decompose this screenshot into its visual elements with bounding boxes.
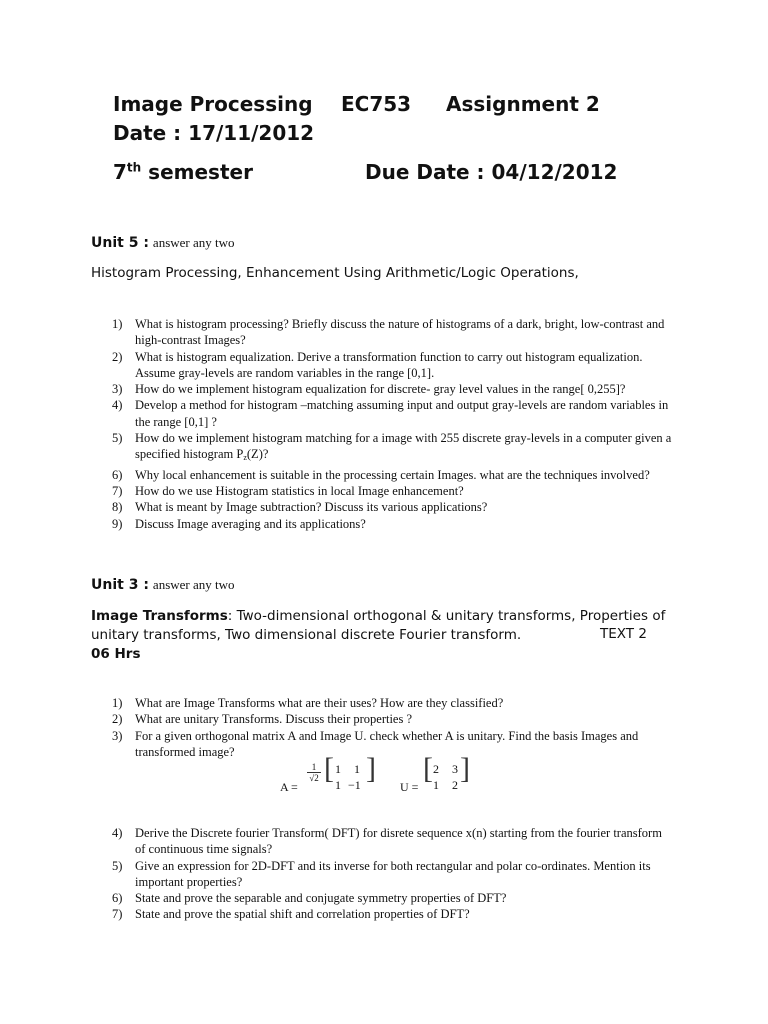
semester-word: semester	[148, 160, 253, 184]
unit5-question-list	[112, 316, 672, 532]
question-text: How do we implement histogram matching for a image with 255 discrete gray-levels in a computer given a specified histogram P	[135, 431, 672, 462]
course-code: EC753	[341, 92, 412, 116]
matrix-u	[400, 752, 480, 796]
question-number: 2)	[112, 349, 123, 364]
list-item	[112, 890, 672, 906]
question-number: 7)	[112, 907, 123, 922]
question-number: 3)	[112, 382, 123, 397]
matrix-a-cell: 1	[354, 762, 360, 776]
matrix-a-cell: −1	[348, 778, 361, 792]
unit3-hours: 06 Hrs	[91, 646, 141, 662]
unit3-question-list-a	[112, 695, 672, 760]
question-number: 8)	[112, 500, 123, 515]
question-text: State and prove the separable and conjugate symmetry properties of DFT?	[135, 891, 507, 906]
question-number: 5)	[112, 431, 123, 446]
matrix-a-cell: 1	[335, 762, 341, 776]
unit5-title: Unit 5 :	[91, 235, 149, 251]
semester	[113, 160, 253, 184]
unit3-heading	[91, 576, 235, 594]
list-item	[112, 695, 672, 711]
question-subscript: z	[243, 453, 247, 463]
unit3-topic	[91, 607, 681, 645]
list-item	[112, 906, 672, 922]
question-number: 1)	[112, 696, 123, 710]
unit5-topic: Histogram Processing, Enhancement Using Arithmetic/Logic Operations,	[91, 265, 579, 281]
question-text: Derive the Discrete fourier Transform( DFT) for disrete sequence x(n) starting from the fourier transform of continuous time signals?	[135, 826, 662, 857]
question-text: How do we use Histogram statistics in local Image enhancement?	[135, 483, 464, 498]
question-text: What are Image Transforms what are their uses? How are they classified?	[135, 696, 504, 710]
list-item	[112, 467, 672, 483]
left-bracket-icon: [	[324, 752, 334, 785]
unit3-topic-bold: Image Transforms	[91, 608, 228, 624]
list-item	[112, 516, 672, 532]
question-number: 6)	[112, 467, 123, 482]
question-text: Why local enhancement is suitable in the processing certain Images. what are the techniques involved?	[135, 467, 650, 482]
unit3-title: Unit 3 :	[91, 577, 149, 593]
list-item	[112, 858, 672, 891]
list-item	[112, 349, 672, 382]
question-text-tail: (Z)?	[246, 447, 269, 462]
matrix-a-cell: 1	[335, 778, 341, 792]
question-number: 9)	[112, 516, 123, 531]
left-bracket-icon: [	[423, 752, 433, 785]
text-reference: TEXT 2	[600, 626, 647, 642]
question-number: 1)	[112, 317, 123, 331]
list-item	[112, 397, 672, 430]
list-item	[112, 825, 672, 858]
question-number: 7)	[112, 483, 123, 498]
list-item	[112, 711, 672, 727]
question-text: Give an expression for 2D-DFT and its inverse for both rectangular and polar co-ordinates. Mention its important properties?	[135, 858, 651, 889]
unit5-note: answer any two	[152, 235, 235, 250]
question-text: How do we implement histogram equalization for discrete- gray level values in the range[ 0,255]?	[135, 382, 626, 397]
question-text: Develop a method for histogram –matching assuming input and output gray-levels are random variables in the range [0,1] ?	[135, 398, 669, 429]
question-text: What is histogram processing? Briefly discuss the nature of histograms of a dark, bright, low-contrast and high-contrast Images?	[135, 317, 665, 348]
question-number: 3)	[112, 728, 123, 743]
list-item	[112, 381, 672, 397]
list-item	[112, 728, 672, 761]
matrix-a-label: A =	[280, 780, 298, 794]
question-text: State and prove the spatial shift and correlation properties of DFT?	[135, 907, 470, 922]
question-number: 6)	[112, 891, 123, 906]
question-number: 4)	[112, 398, 123, 413]
matrix-u-label: U =	[400, 780, 419, 794]
matrix-a-fraction-denominator: √2	[309, 773, 319, 783]
unit3-topic-rest: : Two-dimensional orthogonal & unitary transforms, Properties of unitary transforms, Two dimensional discrete Fourier transform.	[91, 608, 666, 643]
list-item	[112, 499, 672, 515]
unit3-question-list-b	[112, 825, 672, 923]
issue-date: Date : 17/11/2012	[113, 121, 315, 145]
matrix-a	[280, 752, 390, 796]
unit5-heading	[91, 234, 235, 252]
semester-suffix: th	[126, 160, 142, 175]
question-text: What are unitary Transforms. Discuss their properties ?	[135, 712, 413, 727]
right-bracket-icon: ]	[366, 752, 376, 785]
unit3-note: answer any two	[152, 577, 235, 592]
question-number: 4)	[112, 826, 123, 840]
matrix-u-cell: 2	[433, 762, 439, 776]
assignment-title: Assignment 2	[446, 92, 600, 116]
list-item	[112, 430, 672, 467]
due-date: Due Date : 04/12/2012	[365, 160, 618, 184]
question-text: What is histogram equalization. Derive a transformation function to carry out histogram equalization. Assume gray-levels are random variables in the range [0,1].	[135, 349, 643, 380]
matrix-u-cell: 3	[452, 762, 458, 776]
question-number: 2)	[112, 712, 123, 727]
matrix-u-cell: 1	[433, 778, 439, 792]
course-title: Image Processing	[113, 92, 313, 116]
question-text: For a given orthogonal matrix A and Image U. check whether A is unitary. Find the basis Images and transformed image?	[135, 728, 639, 759]
question-text: Discuss Image averaging and its applications?	[135, 516, 366, 531]
right-bracket-icon: ]	[460, 752, 470, 785]
matrix-a-fraction-numerator: 1	[307, 762, 321, 773]
question-number: 5)	[112, 858, 123, 873]
matrix-u-cell: 2	[452, 778, 458, 792]
list-item	[112, 483, 672, 499]
list-item	[112, 316, 672, 349]
semester-number: 7	[113, 160, 127, 184]
question-text: What is meant by Image subtraction? Discuss its various applications?	[135, 500, 488, 515]
